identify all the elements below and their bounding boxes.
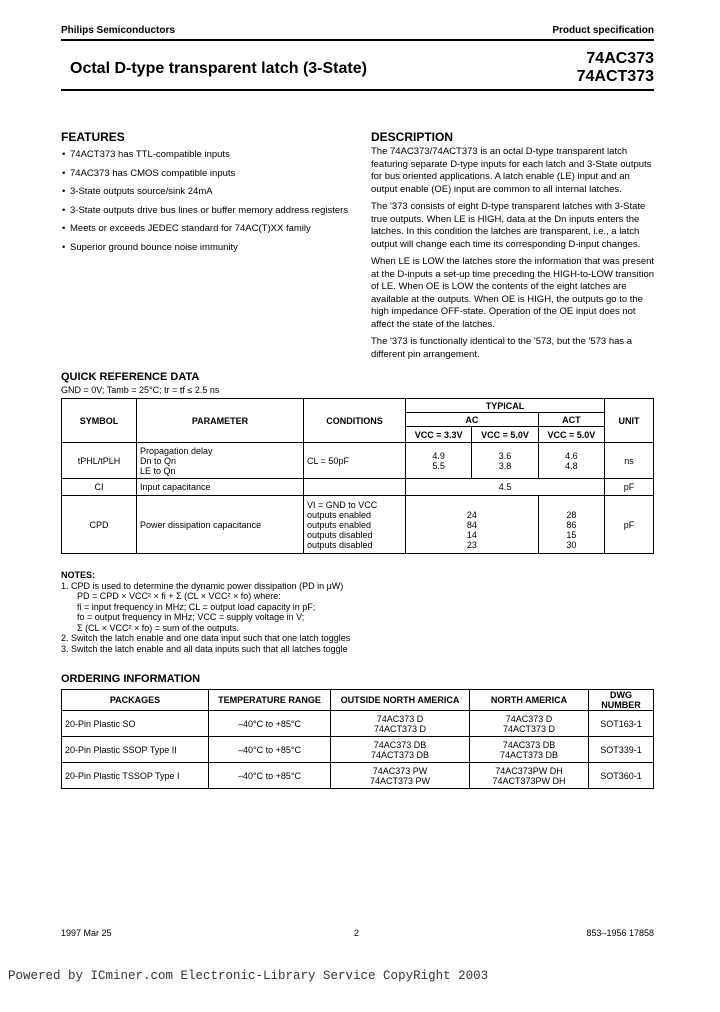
value: 74AC373 DB bbox=[373, 739, 427, 750]
part-numbers bbox=[577, 50, 654, 86]
description-body bbox=[371, 146, 655, 366]
table-cell-package: 20-Pin Plastic SO bbox=[62, 711, 209, 737]
value: 28 bbox=[566, 509, 577, 520]
table-cell-symbol: CPD bbox=[62, 496, 137, 554]
value: 3.6 bbox=[498, 450, 512, 461]
title-rule bbox=[61, 89, 654, 91]
page-title: Octal D-type transparent latch (3-State) bbox=[70, 60, 367, 77]
value: 24 bbox=[466, 509, 477, 520]
value: 4.8 bbox=[565, 460, 578, 471]
quick-reference-heading: QUICK REFERENCE DATA bbox=[61, 371, 200, 383]
col-vcc-50-ac: VCC = 5.0V bbox=[472, 427, 538, 443]
table-cell-temp: –40°C to +85°C bbox=[209, 737, 331, 763]
table-cell-parameter: Power dissipation capacitance bbox=[137, 496, 304, 554]
spacer bbox=[409, 500, 535, 510]
col-act: ACT bbox=[538, 413, 604, 427]
value: 74ACT373 PW bbox=[369, 775, 431, 786]
table-cell-dwg: SOT339-1 bbox=[589, 737, 654, 763]
table-cell-package: 20-Pin Plastic TSSOP Type I bbox=[62, 763, 209, 789]
quick-reference-conditions: GND = 0V; Tamb = 25°C; tr = tf ≤ 2.5 ns bbox=[61, 385, 220, 395]
table-cell-value bbox=[538, 496, 604, 554]
header-rule bbox=[61, 39, 654, 41]
features-heading: FEATURES bbox=[61, 130, 125, 144]
table-cell-na bbox=[470, 711, 589, 737]
table-cell-outside bbox=[331, 711, 470, 737]
value: 15 bbox=[566, 529, 577, 540]
description-paragraph: The '373 consists of eight D-type transparent latches with 3-State true outputs. When LE is HIGH, data at the Dn inputs enters the latches. In this condition the latches are transparent, i.e., a latch output will change each time its corresponding D-input changes. bbox=[371, 201, 646, 250]
condition-line: outputs disabled bbox=[307, 539, 373, 550]
document-type: Product specification bbox=[552, 25, 654, 36]
list-item: • Superior ground bounce noise immunity bbox=[62, 241, 352, 260]
description-paragraph: The 74AC373/74ACT373 is an octal D-type transparent latch featuring separate D-type inputs for each latch and 3-State outputs for bus oriented applications. A latch enable (LE) input and an output enable (OE) input are common to all internal latches. bbox=[371, 146, 652, 195]
notes-heading: NOTES: bbox=[61, 570, 96, 580]
col-dwg: DWG NUMBER bbox=[589, 690, 654, 711]
table-cell-temp: –40°C to +85°C bbox=[209, 763, 331, 789]
value: 14 bbox=[466, 529, 477, 540]
note-line: fo = output frequency in MHz; VCC = supply voltage in V; bbox=[77, 612, 305, 622]
powered-by-watermark: Powered by ICminer.com Electronic-Library Service CopyRight 2003 bbox=[8, 969, 489, 983]
col-vcc-33: VCC = 3.3V bbox=[406, 427, 472, 443]
list-item: • 3-State outputs source/sink 24mA bbox=[62, 185, 352, 204]
parameter-line: Dn to Qn bbox=[140, 455, 177, 466]
col-outside-na: OUTSIDE NORTH AMERICA bbox=[331, 690, 470, 711]
part-number: 74ACT373 bbox=[576, 68, 654, 85]
table-cell-dwg: SOT163-1 bbox=[589, 711, 654, 737]
table-cell-dwg: SOT360-1 bbox=[589, 763, 654, 789]
table-cell-symbol: CI bbox=[62, 479, 137, 496]
list-item: • Meets or exceeds JEDEC standard for 74AC(T)XX family bbox=[62, 222, 352, 241]
col-vcc-50-act: VCC = 5.0V bbox=[538, 427, 604, 443]
value: 74AC373PW DH bbox=[495, 765, 563, 776]
note-line: PD = CPD × VCC² × fi + Σ (CL × VCC² × fo) where: bbox=[77, 591, 281, 601]
col-symbol: SYMBOL bbox=[62, 399, 137, 443]
table-cell-unit: ns bbox=[605, 443, 654, 479]
col-temperature: TEMPERATURE RANGE bbox=[209, 690, 331, 711]
value: 74ACT373PW DH bbox=[492, 775, 566, 786]
quick-reference-table bbox=[61, 398, 654, 554]
col-ac: AC bbox=[406, 413, 539, 427]
col-typical: TYPICAL bbox=[406, 399, 605, 413]
description-heading: DESCRIPTION bbox=[371, 130, 454, 144]
note-line: Σ (CL × VCC² × fo) = sum of the outputs. bbox=[77, 622, 240, 633]
table-cell-value: 4.5 bbox=[406, 479, 605, 496]
value: 74AC373 D bbox=[505, 713, 553, 724]
condition-line: outputs enabled bbox=[307, 509, 372, 520]
ordering-heading: ORDERING INFORMATION bbox=[61, 673, 201, 685]
condition-line: VI = GND to VCC bbox=[307, 499, 378, 510]
table-cell-outside bbox=[331, 763, 470, 789]
parameter-line: Propagation delay bbox=[140, 445, 213, 456]
table-cell-symbol: tPHL/tPLH bbox=[62, 443, 137, 479]
value: 84 bbox=[466, 519, 477, 530]
table-cell-value bbox=[406, 496, 539, 554]
company-name: Philips Semiconductors bbox=[61, 25, 175, 36]
value: 3.8 bbox=[498, 460, 512, 471]
table-cell-package: 20-Pin Plastic SSOP Type II bbox=[62, 737, 209, 763]
value: 74ACT373 D bbox=[502, 723, 556, 734]
value: 5.5 bbox=[432, 460, 445, 471]
table-cell-condition bbox=[304, 479, 406, 496]
col-na: NORTH AMERICA bbox=[470, 690, 589, 711]
value: 74ACT373 DB bbox=[499, 749, 559, 760]
footer-doc-number: 853–1956 17858 bbox=[586, 928, 654, 938]
value: 74AC373 D bbox=[376, 713, 424, 724]
value: 4.6 bbox=[565, 450, 578, 461]
footer-page: 2 bbox=[354, 928, 360, 938]
description-paragraph: When LE is LOW the latches store the information that was present at the D-inputs a set-up time preceding the HIGH-to-LOW transition of LE. When OE is LOW the contents of the eight latches are available at the outputs. When OE is HIGH, the outputs go to the high impedance OFF-state. Operation of the OE input does not affect the state of the latches. bbox=[371, 256, 655, 330]
value: 23 bbox=[466, 539, 477, 550]
note-line: 1. CPD is used to determine the dynamic power dissipation (PD in μW) bbox=[61, 580, 344, 591]
notes bbox=[61, 570, 654, 654]
table-cell-unit: pF bbox=[605, 496, 654, 554]
footer-date: 1997 Mar 25 bbox=[61, 928, 112, 938]
description-paragraph: The '373 is functionally identical to the '573, but the '573 has a different pin arrangement. bbox=[371, 336, 633, 360]
condition-line: outputs disabled bbox=[307, 529, 373, 540]
note-line: fi = input frequency in MHz; CL = output load capacity in pF; bbox=[77, 601, 316, 612]
condition-line: outputs enabled bbox=[307, 519, 372, 530]
ordering-table bbox=[61, 689, 654, 789]
value: 86 bbox=[566, 519, 577, 530]
table-cell-condition bbox=[304, 496, 406, 554]
table-cell-value bbox=[538, 443, 604, 479]
value: 74ACT373 DB bbox=[370, 749, 430, 760]
table-cell-na bbox=[470, 737, 589, 763]
value: 30 bbox=[566, 539, 577, 550]
col-packages: PACKAGES bbox=[62, 690, 209, 711]
table-cell-value bbox=[406, 443, 472, 479]
spacer bbox=[542, 500, 601, 510]
table-cell-na bbox=[470, 763, 589, 789]
col-parameter: PARAMETER bbox=[137, 399, 304, 443]
note-line: 2. Switch the latch enable and one data input such that one latch toggles bbox=[61, 633, 351, 643]
part-number: 74AC373 bbox=[586, 50, 654, 67]
col-conditions: CONDITIONS bbox=[304, 399, 406, 443]
table-cell-outside bbox=[331, 737, 470, 763]
value: 74ACT373 D bbox=[373, 723, 427, 734]
list-item: • 74AC373 has CMOS compatible inputs bbox=[62, 167, 352, 186]
list-item: • 74ACT373 has TTL-compatible inputs bbox=[62, 148, 352, 167]
value: 4.9 bbox=[432, 450, 445, 461]
table-cell-value bbox=[472, 443, 538, 479]
table-cell-parameter bbox=[137, 443, 304, 479]
table-cell-parameter: Input capacitance bbox=[137, 479, 304, 496]
col-unit: UNIT bbox=[605, 399, 654, 443]
parameter-line: LE to Qn bbox=[140, 465, 176, 476]
table-cell-condition: CL = 50pF bbox=[304, 443, 406, 479]
value: 74AC373 PW bbox=[372, 765, 428, 776]
table-cell-temp: –40°C to +85°C bbox=[209, 711, 331, 737]
value: 74AC373 DB bbox=[502, 739, 556, 750]
table-cell-unit: pF bbox=[605, 479, 654, 496]
list-item: • 3-State outputs drive bus lines or buffer memory address registers bbox=[62, 204, 352, 223]
features-list bbox=[62, 148, 352, 259]
note-line: 3. Switch the latch enable and all data inputs such that all latches toggle bbox=[61, 643, 348, 654]
